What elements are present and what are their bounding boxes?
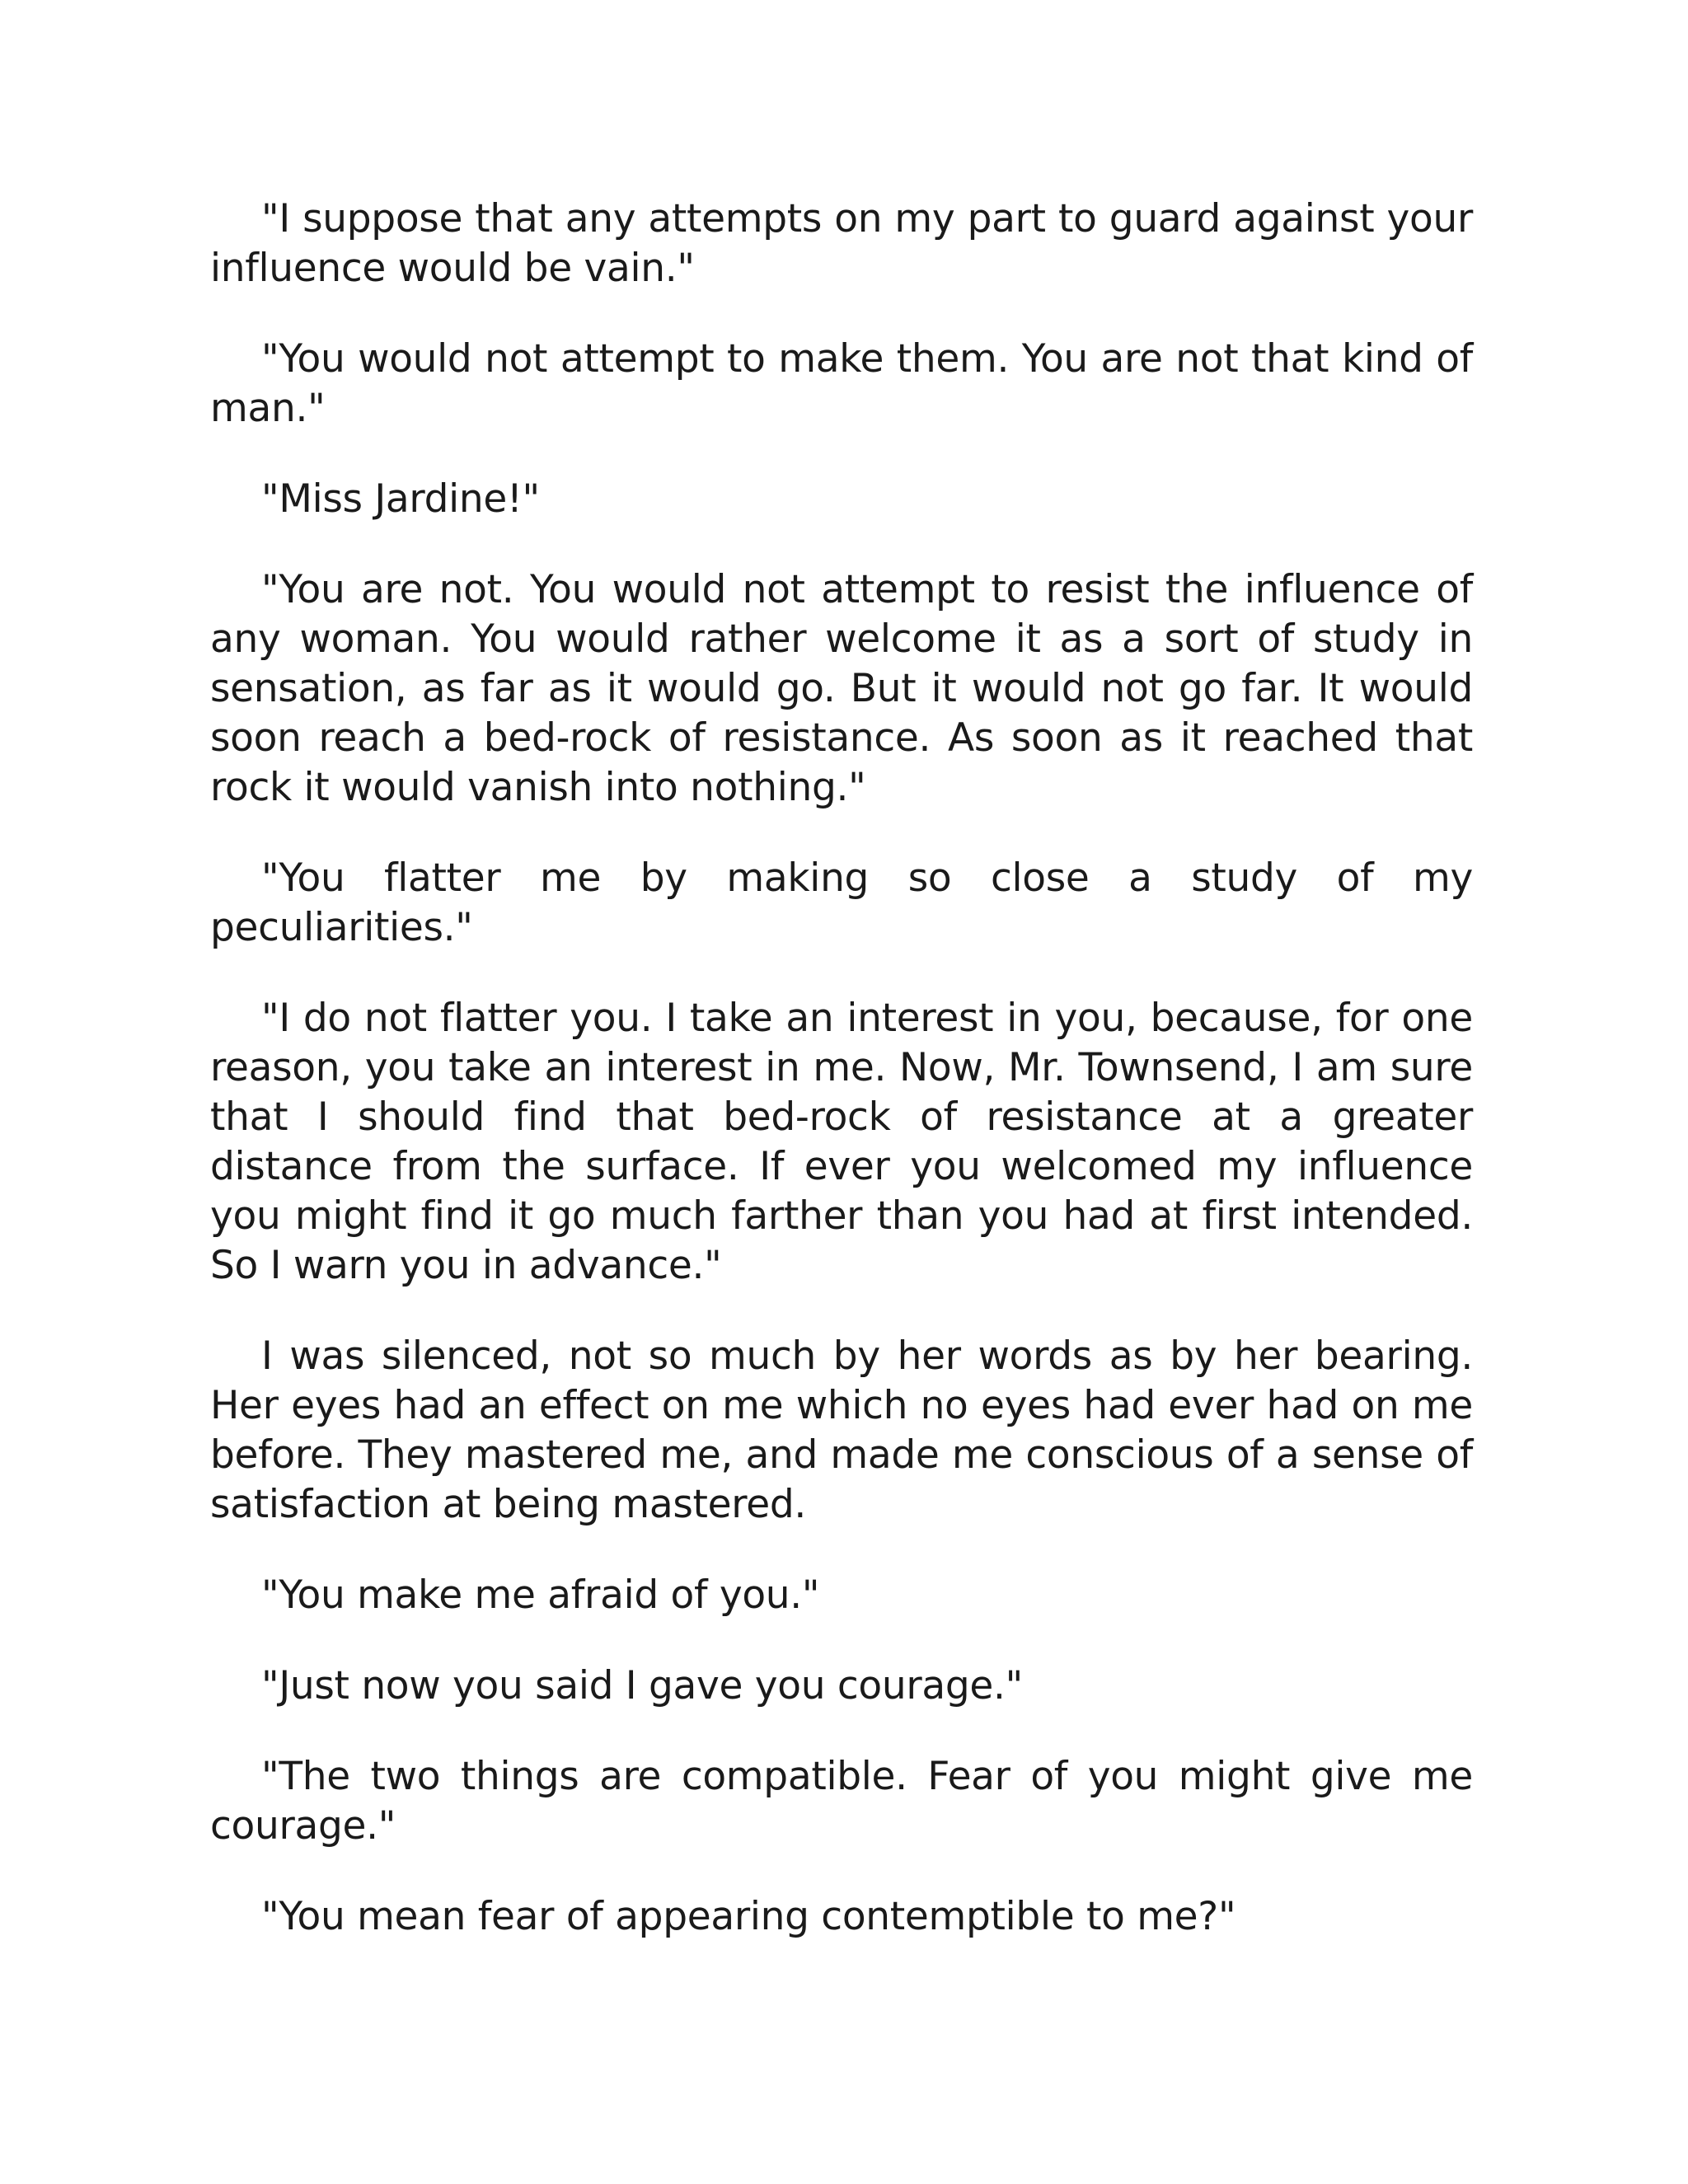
paragraph: "The two things are compatible. Fear of you might give me courage.": [210, 1754, 1473, 1849]
paragraph: "You mean fear of appearing contemptible to me?": [261, 1894, 1236, 1939]
paragraph: "I suppose that any attempts on my part to guard against your influence would be vain.": [210, 196, 1473, 291]
paragraph: "You flatter me by making so close a study of my peculiarities.": [210, 855, 1473, 950]
paragraph: "You would not attempt to make them. You are not that kind of man.": [210, 336, 1473, 431]
paragraph: "I do not flatter you. I take an interest in you, because, for one reason, you take an interest in me. Now, Mr. Townsend, I am sure that I should find that bed-rock of resistance at a greater distance from the surface. If ever you welcomed my influence you might find it go much farther than you had at first intended. So I warn you in advance.": [210, 996, 1473, 1288]
paragraph: "Just now you said I gave you courage.": [261, 1663, 1023, 1708]
paragraph: I was silenced, not so much by her words as by her bearing. Her eyes had an effect on me which no eyes had ever had on me before. They mastered me, and made me conscious of a sense of satisfaction at being mastered.: [210, 1333, 1473, 1527]
paragraph: "Miss Jardine!": [261, 476, 540, 522]
paragraph: "You are not. You would not attempt to resist the influence of any woman. You would rather welcome it as a sort of study in sensation, as far as it would go. But it would not go far. It would soon reach a bed-rock of resistance. As soon as it reached that rock it would vanish into nothing.": [210, 567, 1473, 810]
page-body: [210, 194, 1473, 1983]
paragraph: "You make me afraid of you.": [261, 1572, 820, 1618]
